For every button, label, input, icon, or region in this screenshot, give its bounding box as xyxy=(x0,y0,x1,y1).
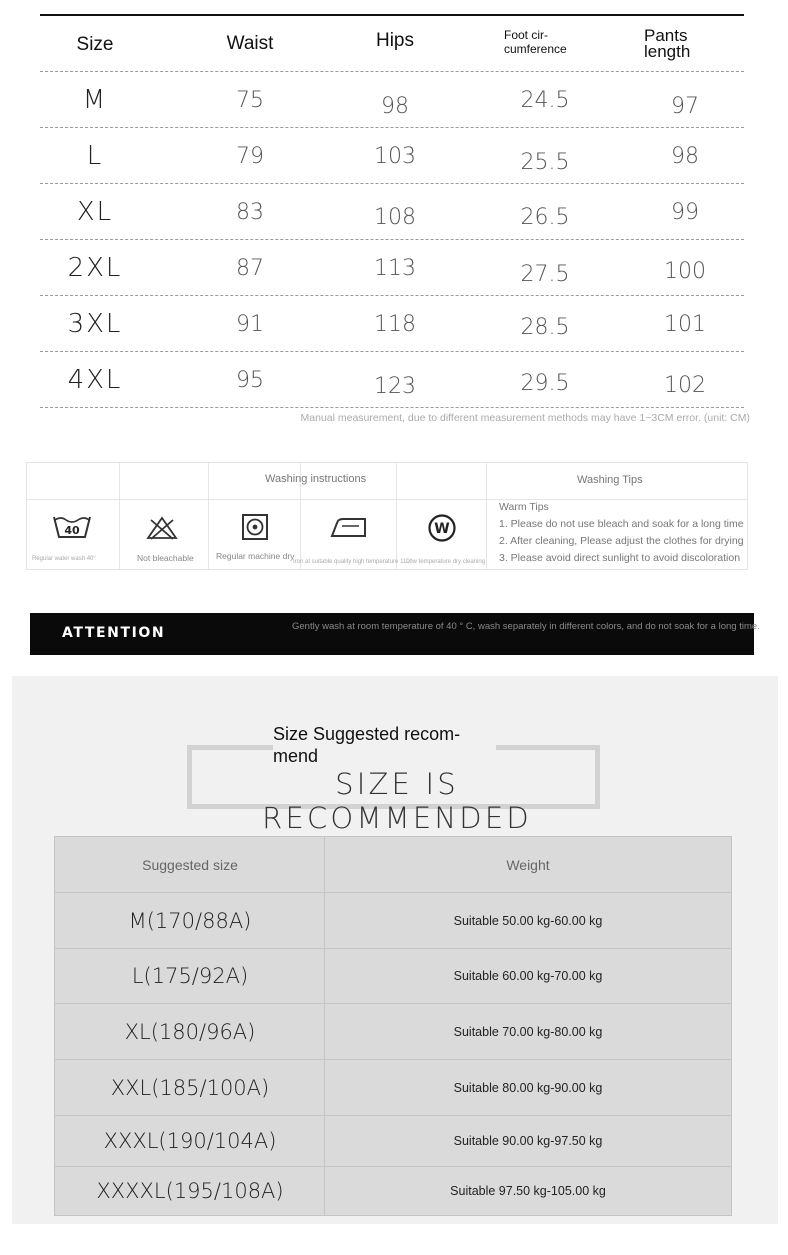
cell-length: 102 xyxy=(664,372,706,398)
cell-suggested-size: M(170/88A) xyxy=(128,908,252,933)
table-row xyxy=(55,893,731,949)
cell-foot: 28.5 xyxy=(520,314,570,340)
washing-tips xyxy=(499,499,744,567)
recommendation-title-en: SIZE IS RECOMMENDED xyxy=(262,767,532,835)
table-row xyxy=(40,72,744,128)
table-row xyxy=(40,240,744,296)
cell-foot: 29.5 xyxy=(520,370,570,396)
cell-length: 100 xyxy=(664,258,706,284)
cell-length: 99 xyxy=(671,199,699,225)
washing-instructions xyxy=(26,462,748,570)
wash-40-icon xyxy=(52,513,92,541)
divider xyxy=(119,463,120,569)
caption-iron: Iron at suitable quality high temperature 110° xyxy=(293,559,413,565)
cell-size: 3XL xyxy=(67,309,123,339)
cell-waist: 91 xyxy=(236,311,264,337)
table-row xyxy=(55,949,731,1004)
table-row xyxy=(55,1167,731,1215)
table-row xyxy=(40,352,744,408)
washing-instructions-title: Washing instructions xyxy=(265,473,367,485)
caption-dry-clean: Low temperature dry cleaning xyxy=(406,559,486,565)
tips-heading: Warm Tips xyxy=(499,501,549,513)
cell-suggested-size: XXL(185/100A) xyxy=(110,1075,270,1100)
header-size: Size xyxy=(76,34,114,55)
washing-tips-title: Washing Tips xyxy=(577,474,643,486)
tip-item: 3. Please avoid direct sunlight to avoid discoloration xyxy=(499,552,741,564)
tumble-dry-icon xyxy=(241,513,269,541)
cell-foot: 26.5 xyxy=(520,204,570,230)
cell-hips: 108 xyxy=(374,204,416,230)
tip-item: 1. Please do not use bleach and soak for a long time xyxy=(499,518,744,530)
cell-size: XL xyxy=(76,197,114,227)
dry-clean-icon xyxy=(427,513,457,543)
attention-message: Gently wash at room temperature of 40 ° C, wash separately in different colors, and do not soak for a long time. xyxy=(292,621,760,632)
cell-waist: 83 xyxy=(236,199,264,225)
divider xyxy=(396,463,397,569)
cell-foot: 27.5 xyxy=(520,261,570,287)
header-pants-length: Pants length xyxy=(644,26,691,61)
header-weight: Weight xyxy=(506,856,550,873)
cell-waist: 87 xyxy=(236,255,264,281)
attention-bar xyxy=(30,613,760,655)
cell-suggested-size: XXXXL(195/108A) xyxy=(96,1179,284,1203)
cell-foot: 24.5 xyxy=(520,87,570,113)
cell-suggested-size: XL(180/96A) xyxy=(124,1019,256,1044)
header-foot-circumference: Foot cir- cumference xyxy=(504,28,567,56)
cell-size: M xyxy=(82,85,108,115)
no-bleach-icon xyxy=(145,515,179,541)
cell-length: 101 xyxy=(664,311,706,337)
divider xyxy=(208,463,209,569)
size-chart xyxy=(40,14,750,424)
cell-length: 97 xyxy=(671,93,699,119)
cell-suggested-size: L(175/92A) xyxy=(131,964,249,988)
iron-icon xyxy=(329,515,369,539)
cell-suggested-size: XXXL(190/104A) xyxy=(103,1129,277,1153)
table-row xyxy=(55,1060,731,1116)
table-header xyxy=(55,837,731,893)
size-chart-header xyxy=(40,16,744,72)
cell-weight: Suitable 70.00 kg-80.00 kg xyxy=(453,1024,603,1039)
cell-size: L xyxy=(86,141,104,171)
dry-clean-letter: W xyxy=(434,521,450,537)
measurement-note: Manual measurement, due to different measurement methods may have 1~3CM error. (unit: CM) xyxy=(300,412,750,424)
size-chart-body xyxy=(40,72,744,408)
wash-temp-label: 40 xyxy=(64,524,80,537)
cell-foot: 25.5 xyxy=(520,149,570,175)
cell-hips: 123 xyxy=(374,373,416,399)
cell-hips: 98 xyxy=(381,93,409,119)
recommendation-title: Size Suggested recom- mend xyxy=(273,724,461,766)
table-row xyxy=(40,296,744,352)
cell-weight: Suitable 60.00 kg-70.00 kg xyxy=(453,969,603,983)
divider xyxy=(486,463,487,569)
caption-bleach: Not bleachable xyxy=(137,553,194,563)
cell-weight: Suitable 80.00 kg-90.00 kg xyxy=(453,1080,603,1095)
table-row xyxy=(40,128,744,184)
cell-weight: Suitable 97.50 kg-105.00 kg xyxy=(450,1184,606,1198)
cell-hips: 103 xyxy=(374,143,416,169)
cell-size: 2XL xyxy=(67,253,123,283)
cell-hips: 113 xyxy=(374,255,416,281)
cell-size: 4XL xyxy=(67,365,123,395)
cell-hips: 118 xyxy=(374,311,416,337)
header-suggested-size: Suggested size xyxy=(142,856,238,873)
tip-item: 2. After cleaning, Please adjust the clothes for drying xyxy=(499,535,744,547)
cell-weight: Suitable 90.00 kg-97.50 kg xyxy=(453,1134,603,1148)
cell-weight: Suitable 50.00 kg-60.00 kg xyxy=(453,913,603,928)
table-row xyxy=(55,1004,731,1060)
caption-wash: Regular water wash 40° xyxy=(32,556,96,562)
table-row xyxy=(55,1116,731,1167)
table-row xyxy=(40,184,744,240)
attention-label: ATTENTION xyxy=(62,625,166,641)
cell-waist: 95 xyxy=(236,367,264,393)
header-hips: Hips xyxy=(375,30,414,51)
cell-waist: 75 xyxy=(236,87,264,113)
cell-waist: 79 xyxy=(236,143,264,169)
cell-length: 98 xyxy=(671,143,699,169)
caption-machine-dry: Regular machine dry xyxy=(216,551,295,561)
recommendation-table xyxy=(54,836,732,1216)
header-waist: Waist xyxy=(226,33,274,54)
